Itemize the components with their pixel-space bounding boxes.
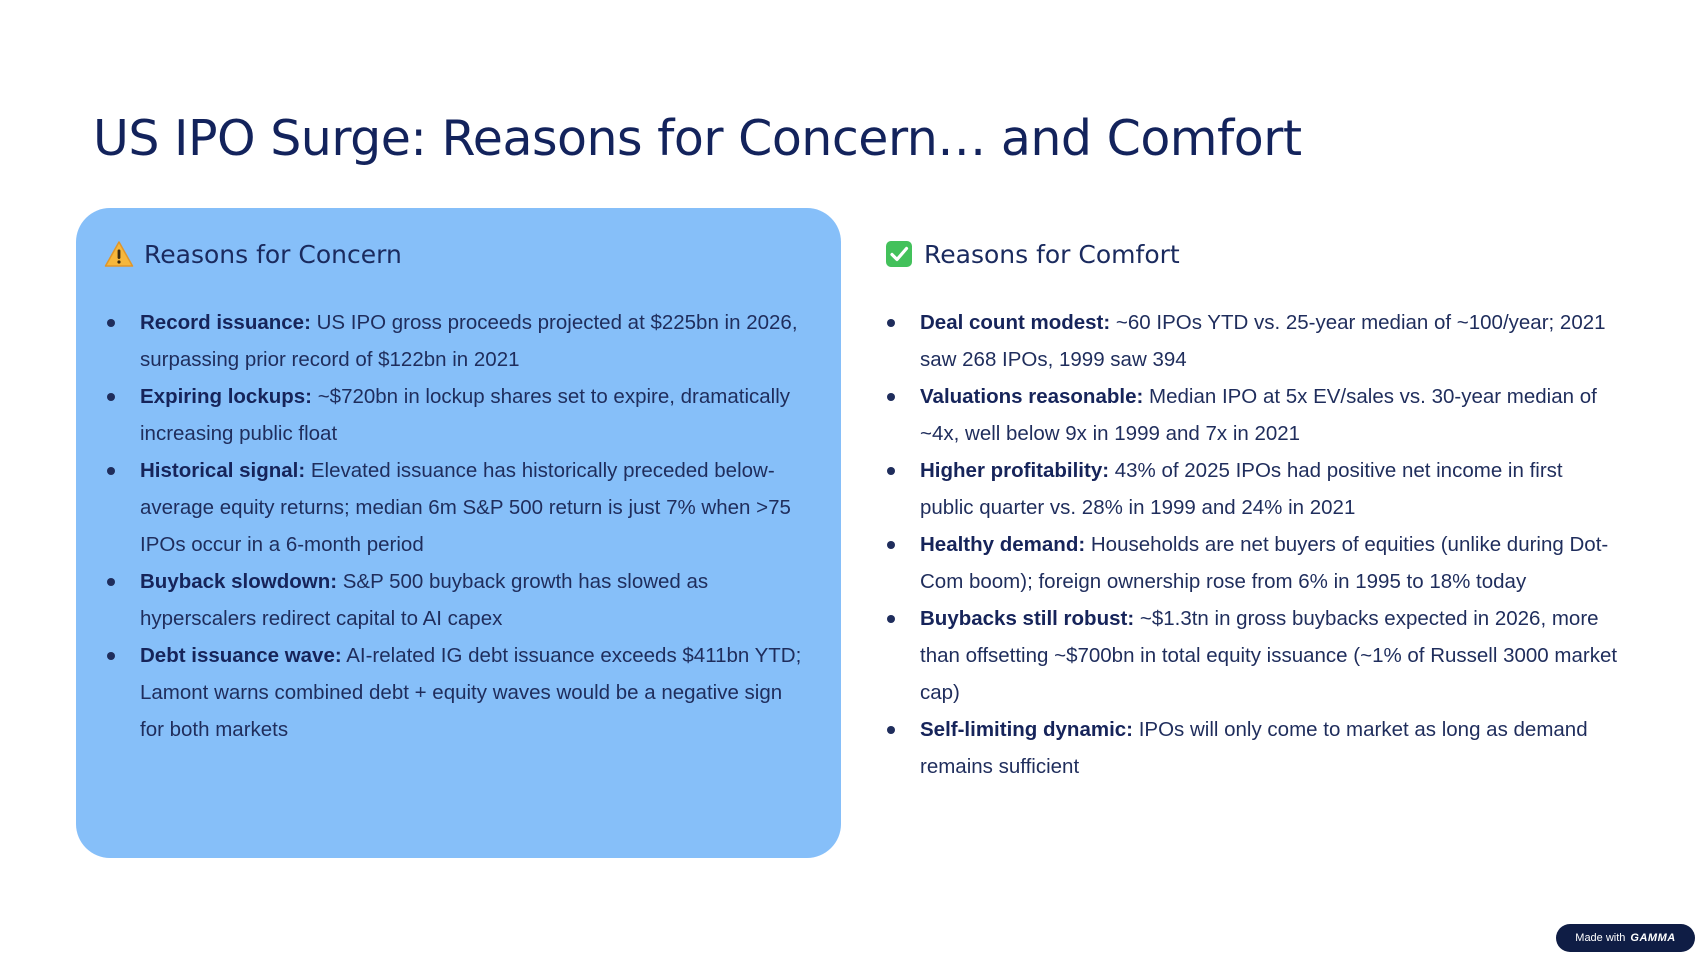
bullet-text: S&P 500 buyback growth has slowed as hyperscalers redirect capital to AI capex <box>140 570 709 630</box>
bullet-text: ~$720bn in lockup shares set to expire, dramatically increasing public float <box>140 385 791 445</box>
comfort-header <box>884 236 1620 272</box>
concern-header <box>104 236 811 272</box>
bullet-label: Self-limiting dynamic: <box>920 718 1133 741</box>
list-item <box>884 378 1620 452</box>
bullet-text: ~60 IPOs YTD vs. 25-year median of ~100/year; 2021 saw 268 IPOs, 1999 saw 394 <box>920 311 1606 371</box>
bullet-text: ~$1.3tn in gross buybacks expected in 2026, more than offsetting ~$700bn in total equity issuance (~1% of Russell 3000 market cap) <box>920 607 1618 704</box>
bullet-label: Historical signal: <box>140 459 306 482</box>
bullet-label: Buybacks still robust: <box>920 607 1135 630</box>
bullet-label: Debt issuance wave: <box>140 644 342 667</box>
comfort-card <box>860 208 1640 858</box>
comfort-list <box>884 304 1620 785</box>
bullet-label: Deal count modest: <box>920 311 1111 334</box>
list-item <box>104 563 811 637</box>
warning-icon <box>104 239 134 269</box>
bullet-label: Healthy demand: <box>920 533 1086 556</box>
bullet-label: Expiring lockups: <box>140 385 312 408</box>
list-item <box>104 304 811 378</box>
list-item <box>884 304 1620 378</box>
list-item <box>884 452 1620 526</box>
check-mark-icon <box>884 239 914 269</box>
concern-list <box>104 304 811 748</box>
bullet-label: Valuations reasonable: <box>920 385 1144 408</box>
bullet-text: Households are net buyers of equities (unlike during Dot-Com boom); foreign ownership rose from 6% in 1995 to 18% today <box>920 533 1609 593</box>
list-item <box>884 526 1620 600</box>
comfort-heading: Reasons for Comfort <box>924 239 1180 269</box>
badge-prefix: Made with <box>1575 932 1626 944</box>
bullet-text: 43% of 2025 IPOs had positive net income in first public quarter vs. 28% in 1999 and 24% in 2021 <box>920 459 1563 519</box>
bullet-text: Median IPO at 5x EV/sales vs. 30-year median of ~4x, well below 9x in 1999 and 7x in 2021 <box>920 385 1597 445</box>
list-item <box>884 600 1620 711</box>
list-item <box>104 378 811 452</box>
slide-title: US IPO Surge: Reasons for Concern… and Comfort <box>93 110 1302 167</box>
bullet-text: US IPO gross proceeds projected at $225bn in 2026, surpassing prior record of $122bn in 2021 <box>140 311 798 371</box>
bullet-label: Buyback slowdown: <box>140 570 338 593</box>
made-with-gamma-badge[interactable] <box>1556 924 1695 952</box>
bullet-text: AI-related IG debt issuance exceeds $411bn YTD; Lamont warns combined debt + equity waves would be a negative sign for both markets <box>140 644 802 741</box>
bullet-label: Record issuance: <box>140 311 311 334</box>
concern-card <box>76 208 841 858</box>
bullet-text: Elevated issuance has historically preceded below-average equity returns; median 6m S&P 500 return is just 7% when >75 IPOs occur in a 6-month period <box>140 459 791 556</box>
list-item <box>104 452 811 563</box>
badge-brand: GAMMA <box>1630 932 1676 944</box>
bullet-text: IPOs will only come to market as long as demand remains sufficient <box>920 718 1588 778</box>
bullet-label: Higher profitability: <box>920 459 1110 482</box>
list-item <box>104 637 811 748</box>
concern-heading: Reasons for Concern <box>144 239 402 269</box>
list-item <box>884 711 1620 785</box>
